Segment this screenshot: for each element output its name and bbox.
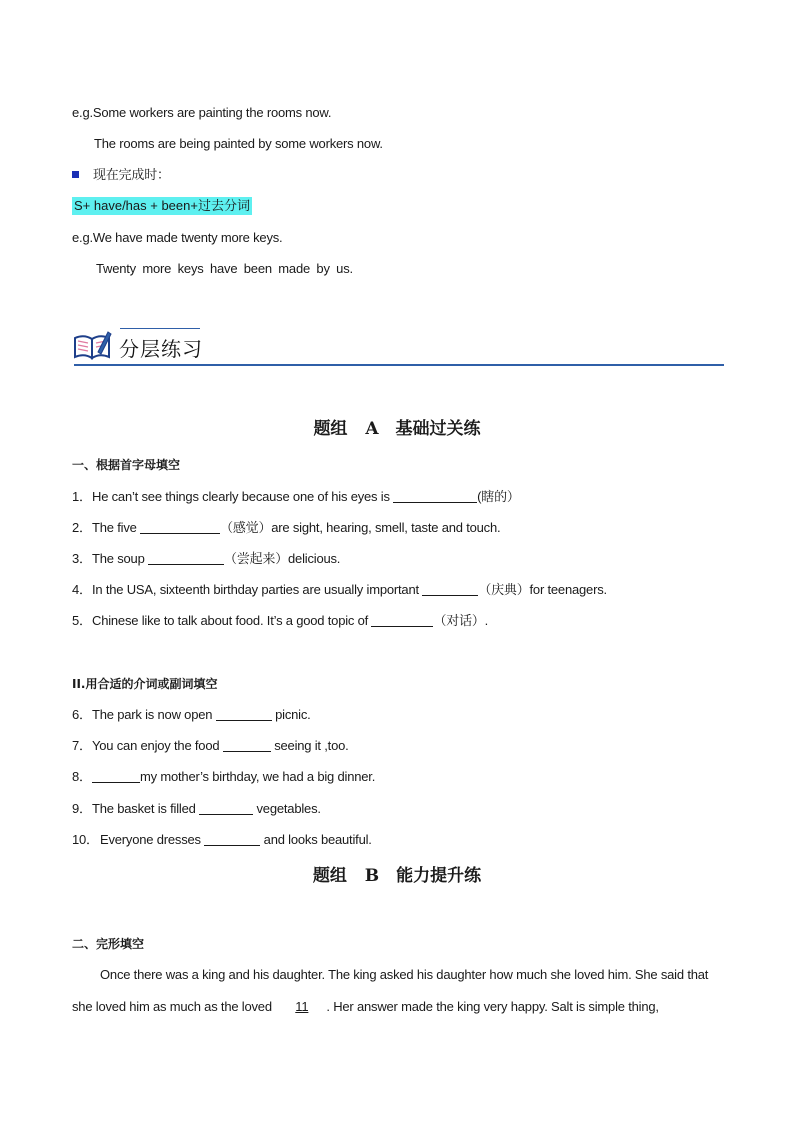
item-number: 4．	[72, 582, 92, 597]
list-item	[72, 489, 520, 505]
item-number: 7．	[72, 738, 92, 753]
square-bullet-icon	[72, 171, 79, 178]
item-text-after: my mother’s birthday, we had a big dinner.	[140, 769, 376, 784]
item-hint: （对话）.	[433, 613, 489, 628]
list-item	[72, 551, 340, 567]
example-label: e.g.	[72, 230, 93, 245]
answer-blank[interactable]	[199, 802, 253, 815]
item-text-after: seeing it ,too.	[270, 738, 349, 753]
cloze-paragraph-line1: Once there was a king and his daughter. The king asked his daughter how much she loved him. She said that	[100, 967, 709, 982]
item-number: 2．	[72, 520, 92, 535]
cloze-blank-11[interactable]: 11	[295, 999, 309, 1014]
group-b-title: 题组 B 能力提升练	[312, 866, 482, 886]
list-item	[72, 832, 372, 848]
item-number: 10．	[72, 832, 99, 847]
item-text: You can enjoy the food	[92, 738, 223, 753]
item-number: 5．	[72, 613, 92, 628]
answer-blank[interactable]	[371, 614, 433, 627]
item-text: The soup	[92, 551, 149, 566]
present-perfect-formula: S+ have/has + been+过去分词	[74, 198, 250, 213]
list-item	[72, 520, 500, 536]
section-title: 分层练习	[119, 337, 203, 361]
answer-blank[interactable]	[92, 770, 140, 783]
item-text: Everyone dresses	[100, 832, 205, 847]
list-item	[72, 707, 311, 723]
section-header	[72, 322, 724, 368]
section-divider	[74, 364, 724, 366]
paragraph-text: she loved him as much as the loved	[72, 999, 276, 1014]
present-perfect-heading	[72, 167, 170, 183]
list-item	[72, 801, 321, 817]
item-text: The five	[92, 520, 141, 535]
part2-title: II.用合适的介词或副词填空	[72, 677, 218, 691]
example2-active	[72, 230, 282, 246]
item-text: The basket is filled	[92, 801, 200, 816]
item-number: 8．	[72, 769, 92, 784]
example-text: We have made twenty more keys.	[92, 230, 283, 245]
item-number: 9．	[72, 801, 92, 816]
book-pencil-icon	[72, 328, 112, 362]
list-item	[72, 582, 607, 598]
item-text: The park is now open	[92, 707, 216, 722]
item-number: 1．	[72, 489, 92, 504]
cloze-title: 二、完形填空	[72, 937, 145, 951]
item-text: In the USA, sixteenth birthday parties are usually important	[92, 582, 423, 597]
heading-text: 现在完成时：	[93, 167, 170, 182]
item-text: He can’t see things clearly because one of his eyes is	[92, 489, 394, 504]
example-text: Some workers are painting the rooms now.	[92, 105, 332, 120]
example1-passive: The rooms are being painted by some workers now.	[94, 136, 383, 151]
example2-passive: Twenty more keys have been made by us.	[96, 261, 353, 276]
list-item	[72, 613, 488, 629]
answer-blank[interactable]	[148, 552, 224, 565]
example1-active	[72, 105, 331, 121]
item-hint: （感觉）are sight, hearing, smell, taste and touch.	[220, 520, 501, 535]
item-hint: （庆典）for teenagers.	[478, 582, 607, 597]
answer-blank[interactable]	[216, 708, 272, 721]
item-hint: (瞎的）	[477, 489, 520, 504]
paragraph-text: . Her answer made the king very happy. Salt is simple thing,	[326, 999, 659, 1014]
item-hint: （尝起来）delicious.	[224, 551, 341, 566]
answer-blank[interactable]	[204, 833, 260, 846]
item-number: 6．	[72, 707, 92, 722]
answer-blank[interactable]	[223, 739, 271, 752]
item-text-after: and looks beautiful.	[260, 832, 372, 847]
list-item	[72, 769, 375, 785]
list-item	[72, 738, 349, 754]
answer-blank[interactable]	[140, 521, 220, 534]
item-text: Chinese like to talk about food. It’s a good topic of	[92, 613, 372, 628]
cloze-paragraph-line2	[72, 999, 732, 1015]
answer-blank[interactable]	[422, 583, 478, 596]
part1-title: 一、根据首字母填空	[72, 458, 181, 472]
item-number: 3．	[72, 551, 92, 566]
item-text-after: picnic.	[271, 707, 311, 722]
title-overline	[120, 328, 200, 329]
example-label: e.g.	[72, 105, 93, 120]
answer-blank[interactable]	[393, 490, 477, 503]
item-text-after: vegetables.	[253, 801, 321, 816]
group-a-title: 题组 A 基础过关练	[313, 419, 481, 439]
